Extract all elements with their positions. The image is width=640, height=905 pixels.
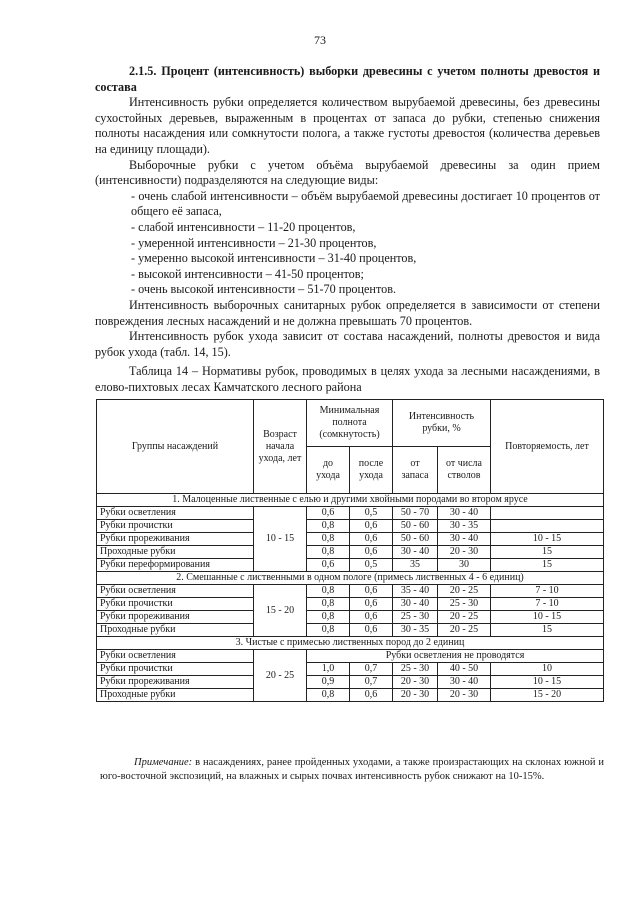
cell-stock: 35 - 40 bbox=[393, 585, 438, 598]
row-name: Рубки прореживания bbox=[97, 533, 254, 546]
cell-stock: 50 - 60 bbox=[393, 533, 438, 546]
table-note bbox=[100, 756, 604, 784]
cell-after: 0,6 bbox=[350, 533, 393, 546]
section-heading: 2.1.5. Процент (интенсивность) выборки древесины с учетом полноты древостоя и состава bbox=[95, 64, 600, 94]
cell-after: 0,7 bbox=[350, 663, 393, 676]
cell-repeat: 15 bbox=[491, 546, 604, 559]
header-age: Возраст начала ухода, лет bbox=[254, 400, 307, 494]
cell-repeat: 15 bbox=[491, 559, 604, 572]
list-item: - умеренной интенсивности – 21-30 процентов, bbox=[131, 235, 377, 250]
cell-trees: 30 - 40 bbox=[438, 507, 491, 520]
cell-after: 0,5 bbox=[350, 559, 393, 572]
norms-table bbox=[96, 399, 604, 702]
cell-repeat: 7 - 10 bbox=[491, 585, 604, 598]
cell-trees: 30 - 40 bbox=[438, 533, 491, 546]
row-name: Рубки переформирования bbox=[97, 559, 254, 572]
cell-trees: 30 - 40 bbox=[438, 676, 491, 689]
row-name: Рубки прочистки bbox=[97, 520, 254, 533]
row-name: Проходные рубки bbox=[97, 689, 254, 702]
cell-before: 0,8 bbox=[307, 520, 350, 533]
cell-stock: 30 - 35 bbox=[393, 624, 438, 637]
list-item: - слабой интенсивности – 11-20 процентов, bbox=[131, 219, 356, 234]
list-item: - умеренно высокой интенсивности – 31-40 процентов, bbox=[131, 251, 417, 266]
cell-trees: 40 - 50 bbox=[438, 663, 491, 676]
cell-trees: 20 - 25 bbox=[438, 611, 491, 624]
row-name: Рубки прореживания bbox=[97, 611, 254, 624]
cell-repeat: 15 bbox=[491, 624, 604, 637]
cell-stock: 30 - 40 bbox=[393, 598, 438, 611]
cell-after: 0,6 bbox=[350, 598, 393, 611]
paragraph: Интенсивность рубок ухода зависит от состава насаждений, полноты древостоя и вида рубок ухода (табл. 14, 15). bbox=[95, 329, 600, 359]
cell-after: 0,5 bbox=[350, 507, 393, 520]
row-age: 15 - 20 bbox=[254, 585, 307, 637]
cell-after: 0,6 bbox=[350, 546, 393, 559]
cell-repeat: 15 - 20 bbox=[491, 689, 604, 702]
row-name: Рубки прореживания bbox=[97, 676, 254, 689]
header-density: Минимальная полнота (сомкнутость) bbox=[307, 400, 393, 447]
list-item: - высокой интенсивности – 41-50 процентов; bbox=[131, 266, 364, 281]
header-intensity-trees: от числа стволов bbox=[438, 447, 491, 494]
cell-stock: 20 - 30 bbox=[393, 689, 438, 702]
cell-after: 0,6 bbox=[350, 624, 393, 637]
cell-repeat: 10 - 15 bbox=[491, 533, 604, 546]
cell-trees: 20 - 30 bbox=[438, 689, 491, 702]
cell-before: 0,8 bbox=[307, 585, 350, 598]
page-number: 73 bbox=[314, 33, 326, 47]
cell-trees: 20 - 25 bbox=[438, 624, 491, 637]
cell-stock: 35 bbox=[393, 559, 438, 572]
table-row bbox=[97, 663, 604, 676]
row-name: Рубки осветления bbox=[97, 650, 254, 663]
cell-repeat bbox=[491, 520, 604, 533]
section-title: 2. Смешанные с лиственными в одном пологе (примесь лиственных 4 - 6 единиц) bbox=[97, 572, 604, 585]
table-row bbox=[97, 676, 604, 689]
table-row bbox=[97, 520, 604, 533]
header-repeat: Повторяемость, лет bbox=[491, 400, 604, 494]
table-row bbox=[97, 585, 604, 598]
section-title: 1. Малоценные лиственные с елью и другими хвойными породами во втором ярусе bbox=[97, 494, 604, 507]
cell-before: 0,6 bbox=[307, 507, 350, 520]
cell-repeat: 10 - 15 bbox=[491, 676, 604, 689]
table-row bbox=[97, 507, 604, 520]
table-row bbox=[97, 611, 604, 624]
paragraph: Выборочные рубки с учетом объёма вырубаемой древесины за один прием (интенсивности) подразделяются на следующие виды: bbox=[95, 157, 600, 188]
cell-stock: 25 - 30 bbox=[393, 611, 438, 624]
table-row bbox=[97, 624, 604, 637]
header-group: Группы насаждений bbox=[97, 400, 254, 494]
table-row bbox=[97, 533, 604, 546]
table-row bbox=[97, 650, 604, 663]
cell-before: 1,0 bbox=[307, 663, 350, 676]
list-item: - очень высокой интенсивности – 51-70 процентов. bbox=[131, 282, 397, 297]
cell-after: 0,6 bbox=[350, 689, 393, 702]
cell-trees: 30 bbox=[438, 559, 491, 572]
cell-stock: 20 - 30 bbox=[393, 676, 438, 689]
row-name: Рубки прочистки bbox=[97, 598, 254, 611]
document-body bbox=[95, 64, 600, 395]
row-name: Рубки осветления bbox=[97, 585, 254, 598]
row-age: 10 - 15 bbox=[254, 507, 307, 572]
cell-repeat bbox=[491, 507, 604, 520]
row-age: 20 - 25 bbox=[254, 650, 307, 702]
header-density-after: после ухода bbox=[350, 447, 393, 494]
header-density-before: до ухода bbox=[307, 447, 350, 494]
cell-stock: 50 - 70 bbox=[393, 507, 438, 520]
header-intensity: Интенсивность рубки, % bbox=[393, 400, 491, 447]
header-intensity-stock: от запаса bbox=[393, 447, 438, 494]
cell-before: 0,6 bbox=[307, 559, 350, 572]
cell-after: 0,6 bbox=[350, 611, 393, 624]
table-row bbox=[97, 598, 604, 611]
cell-trees: 20 - 25 bbox=[438, 585, 491, 598]
cell-trees: 25 - 30 bbox=[438, 598, 491, 611]
cell-stock: 25 - 30 bbox=[393, 663, 438, 676]
cell-after: 0,6 bbox=[350, 520, 393, 533]
cell-repeat: 10 - 15 bbox=[491, 611, 604, 624]
paragraph: Интенсивность рубки определяется количеством вырубаемой древесины, без древесины сухостойных деревьев, выраженным в процентах от запаса до рубки, степенью снижения полноты насаждения или сомкнутости полога, а также густоты древостоя (количества деревьев на единицу площади). bbox=[95, 95, 600, 156]
cell-trees: 30 - 35 bbox=[438, 520, 491, 533]
cell-before: 0,8 bbox=[307, 624, 350, 637]
cell-trees: 20 - 30 bbox=[438, 546, 491, 559]
list-item: - очень слабой интенсивности – объём вырубаемой древесины достигает 10 процентов от общего её запаса, bbox=[131, 188, 600, 219]
cell-after: 0,7 bbox=[350, 676, 393, 689]
paragraph: Интенсивность выборочных санитарных рубок определяется в зависимости от степени повреждения лесных насаждений и не должна превышать 70 процентов. bbox=[95, 297, 600, 328]
row-name: Рубки осветления bbox=[97, 507, 254, 520]
table-row bbox=[97, 559, 604, 572]
note-label: Примечание: bbox=[134, 756, 193, 768]
cell-before: 0,8 bbox=[307, 533, 350, 546]
row-name: Проходные рубки bbox=[97, 546, 254, 559]
table-row bbox=[97, 689, 604, 702]
cell-stock: 50 - 60 bbox=[393, 520, 438, 533]
row-name: Проходные рубки bbox=[97, 624, 254, 637]
cell-before: 0,8 bbox=[307, 689, 350, 702]
section-title: 3. Чистые с примесью лиственных пород до 2 единиц bbox=[97, 637, 604, 650]
cell-before: 0,8 bbox=[307, 611, 350, 624]
table-row bbox=[97, 546, 604, 559]
cell-repeat: 10 bbox=[491, 663, 604, 676]
row-name: Рубки прочистки bbox=[97, 663, 254, 676]
table-caption: Таблица 14 – Нормативы рубок, проводимых в целях ухода за лесными насаждениями, в елово-пихтовых лесах Камчатского лесного района bbox=[95, 364, 600, 394]
cell-before: 0,8 bbox=[307, 598, 350, 611]
cell-after: 0,6 bbox=[350, 585, 393, 598]
merged-cell: Рубки осветления не проводятся bbox=[307, 650, 604, 663]
cell-before: 0,8 bbox=[307, 546, 350, 559]
cell-repeat: 7 - 10 bbox=[491, 598, 604, 611]
cell-before: 0,9 bbox=[307, 676, 350, 689]
note-text: в насаждениях, ранее пройденных уходами, а также произрастающих на склонах южной и юго-восточной экспозиций, на влажных и сырых почвах интенсивность рубок снижают на 10-15%. bbox=[100, 756, 604, 782]
cell-stock: 30 - 40 bbox=[393, 546, 438, 559]
